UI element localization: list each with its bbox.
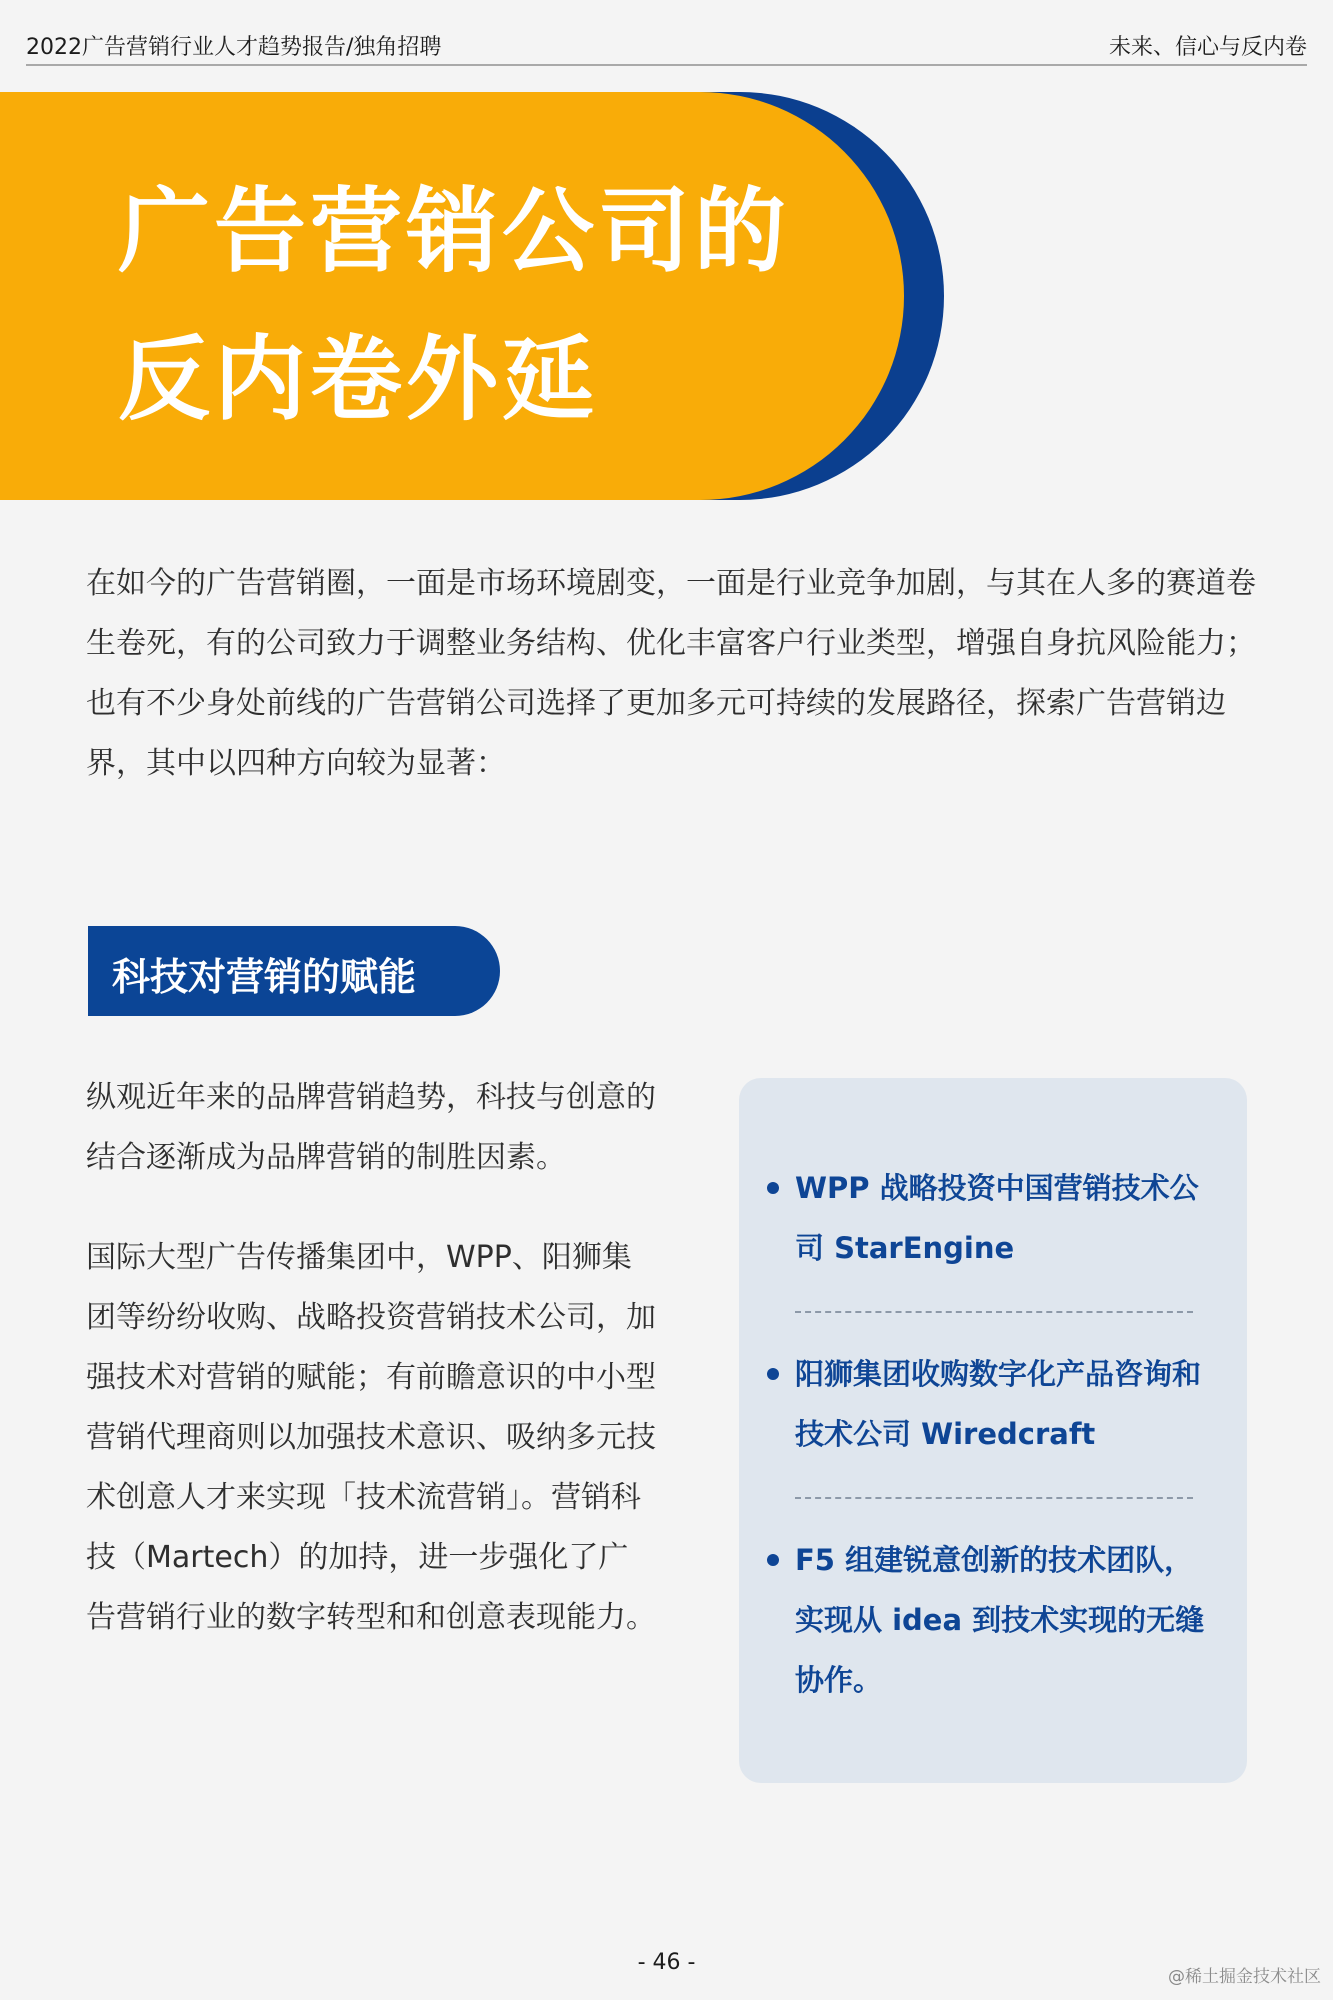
chapter-title: 未来、信心与反内卷 <box>1108 35 1307 60</box>
page-number: - 46 - <box>637 1950 696 1975</box>
card-item-2: 阳狮集团收购数字化产品咨询和技术公司 Wiredcraft <box>795 1357 1202 1451</box>
body-paragraph-2: 国际大型广告传播集团中，WPP、阳狮集团等纷纷收购、战略投资营销技术公司，加强技术对营销的赋能；有前瞻意识的中小型营销代理商则以加强技术意识、吸纳多元技术创意人才来实现「技术流营销」。营销科技（Martech）的加持，进一步强化了广告营销行业的数字转型和和创意表现能力。 <box>86 1240 656 1635</box>
bullet-icon <box>767 1554 779 1566</box>
section-heading: 科技对营销的赋能 <box>112 955 417 999</box>
page-heading <box>118 158 790 454</box>
section-body <box>86 1068 658 1648</box>
report-title: 2022广告营销行业人才趋势报告/独角招聘 <box>26 35 442 60</box>
dashed-divider <box>795 1497 1193 1499</box>
heading-line-2: 反内卷外延 <box>118 326 599 433</box>
bullet-icon <box>767 1182 779 1194</box>
card-item-3: F5 组建锐意创新的技术团队，实现从 idea 到技术实现的无缝协作。 <box>795 1543 1205 1697</box>
card-item-1: WPP 战略投资中国营销技术公司 StarEngine <box>795 1171 1199 1265</box>
source-credit: @稀土掘金技术社区 <box>1168 1967 1321 1987</box>
dashed-divider <box>795 1311 1193 1313</box>
section-heading-tab <box>88 926 500 1016</box>
examples-card <box>739 1078 1247 1783</box>
page-header <box>26 24 1307 66</box>
bullet-icon <box>767 1368 779 1380</box>
body-paragraph-1: 纵观近年来的品牌营销趋势，科技与创意的结合逐渐成为品牌营销的制胜因素。 <box>86 1080 656 1175</box>
intro-paragraph: 在如今的广告营销圈，一面是市场环境剧变，一面是行业竞争加剧，与其在人多的赛道卷生卷死，有的公司致力于调整业务结构、优化丰富客户行业类型，增强自身抗风险能力；也有不少身处前线的广告营销公司选择了更加多元可持续的发展路径，探索广告营销边界，其中以四种方向较为显著： <box>86 566 1256 781</box>
heading-line-1: 广告营销公司的 <box>118 178 791 285</box>
